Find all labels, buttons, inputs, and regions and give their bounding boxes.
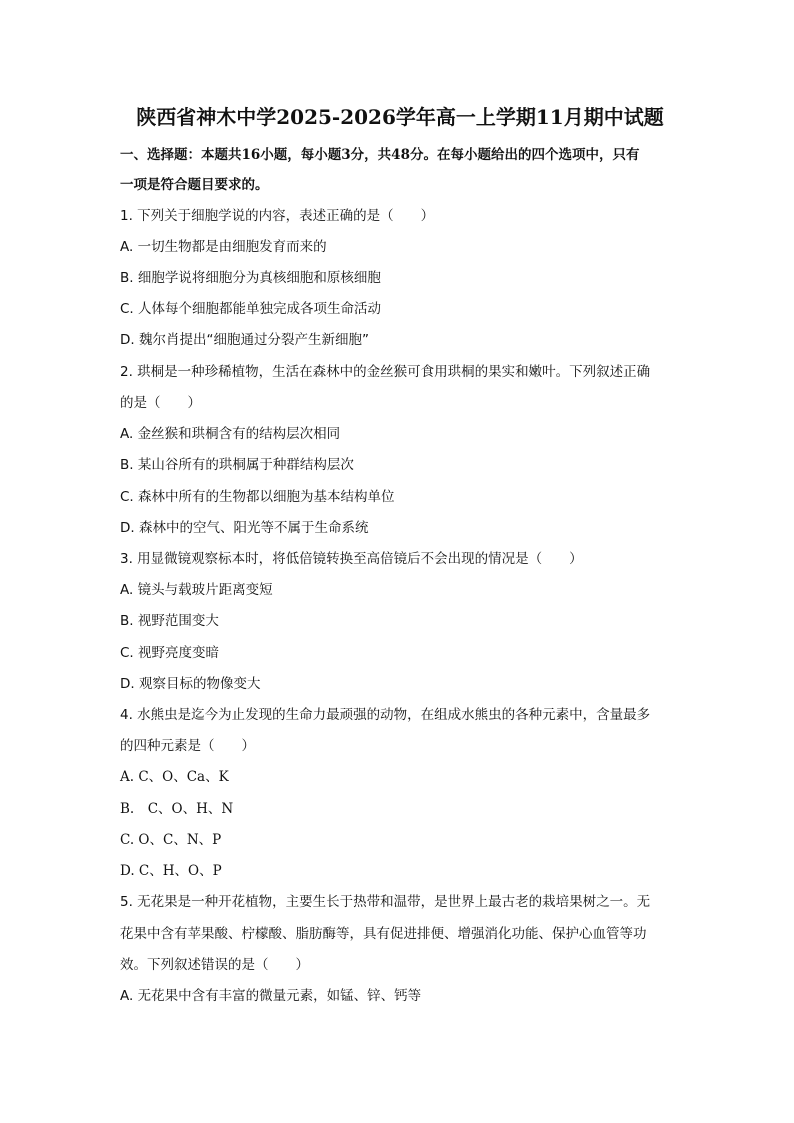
question-3-stem: 3. 用显微镜观察标本时，将低倍镜转换至高倍镜后不会出现的情况是（ ）: [120, 551, 583, 567]
question-4-option-d: D. C、H、O、P: [120, 863, 222, 879]
question-5-stem-line-1: 5. 无花果是一种开花植物，主要生长于热带和温带，是世界上最古老的栽培果树之一。无: [120, 894, 651, 910]
question-4-stem-line-1: 4. 水熊虫是迄今为止发现的生命力最顽强的动物，在组成水熊虫的各种元素中，含量最多: [120, 707, 651, 723]
question-2-option-d: D. 森林中的空气、阳光等不属于生命系统: [120, 520, 369, 536]
section-instruction-line-2: 一项是符合题目要求的。: [120, 177, 269, 193]
question-1-option-d: D. 魏尔肖提出“细胞通过分裂产生新细胞”: [120, 332, 369, 348]
question-4-option-b: B. C、O、H、N: [120, 801, 234, 817]
question-1-option-a: A. 一切生物都是由细胞发育而来的: [120, 239, 327, 255]
question-1-option-b: B. 细胞学说将细胞分为真核细胞和原核细胞: [120, 270, 381, 286]
question-3-option-c: C. 视野亮度变暗: [120, 645, 220, 661]
question-2-stem-line-2: 的是（ ）: [120, 395, 201, 411]
question-4-option-a: A. C、O、Ca、K: [120, 769, 229, 785]
question-5-option-a: A. 无花果中含有丰富的微量元素，如锰、锌、钙等: [120, 988, 422, 1004]
question-1-stem: 1. 下列关于细胞学说的内容，表述正确的是（ ）: [120, 208, 435, 224]
section-instruction-line-1: 一、选择题：本题共16小题，每小题3分，共48分。在每小题给出的四个选项中，只有: [120, 147, 640, 163]
question-2-option-a: A. 金丝猴和珙桐含有的结构层次相同: [120, 426, 341, 442]
page-title: 陕西省神木中学2025-2026学年高一上学期11月期中试题: [136, 105, 664, 129]
question-5-stem-line-2: 花果中含有苹果酸、柠檬酸、脂肪酶等，具有促进排便、增强消化功能、保护心血管等功: [120, 926, 647, 942]
question-3-option-a: A. 镜头与载玻片距离变短: [120, 582, 273, 598]
question-3-option-d: D. 观察目标的物像变大: [120, 676, 261, 692]
question-1-option-c: C. 人体每个细胞都能单独完成各项生命活动: [120, 301, 382, 317]
question-2-stem-line-1: 2. 珙桐是一种珍稀植物，生活在森林中的金丝猴可食用珙桐的果实和嫩叶。下列叙述正确: [120, 364, 651, 380]
question-2-option-b: B. 某山谷所有的珙桐属于种群结构层次: [120, 457, 354, 473]
question-2-option-c: C. 森林中所有的生物都以细胞为基本结构单位: [120, 489, 395, 505]
question-3-option-b: B. 视野范围变大: [120, 613, 219, 629]
question-4-option-c: C. O、C、N、P: [120, 832, 222, 848]
question-5-stem-line-3: 效。下列叙述错误的是（ ）: [120, 957, 309, 973]
question-4-stem-line-2: 的四种元素是（ ）: [120, 738, 255, 754]
